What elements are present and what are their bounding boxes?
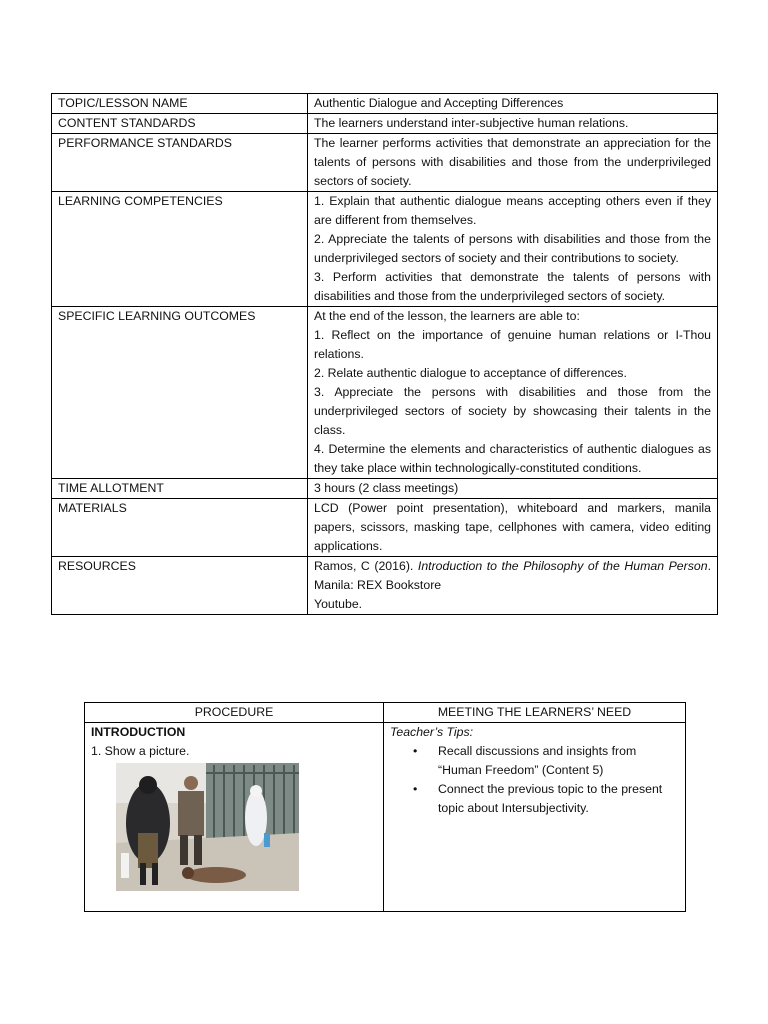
row-value-line: 1. Explain that authentic dialogue means accepting others even if they are different from themselves. bbox=[314, 194, 711, 227]
step-show-picture: 1. Show a picture. bbox=[91, 744, 190, 758]
table-row bbox=[52, 307, 718, 479]
table-row bbox=[52, 134, 718, 192]
list-item: • Recall discussions and insights from “Human Freedom” (Content 5) bbox=[438, 742, 679, 780]
row-value-line: 4. Determine the elements and characteristics of authentic dialogues as they take place within technologically-constituted conditions. bbox=[314, 442, 711, 475]
list-item: • Connect the previous topic to the present topic about Intersubjectivity. bbox=[438, 780, 679, 818]
procedure-header-row bbox=[85, 703, 686, 723]
citation-title: Introduction to the Philosophy of the Human Person bbox=[417, 559, 708, 573]
row-value-line: 2. Appreciate the talents of persons with disabilities and those from the underprivileged sectors of society and their contributions to society. bbox=[314, 232, 711, 265]
resources-extra: Youtube. bbox=[314, 597, 363, 611]
row-label: RESOURCES bbox=[52, 557, 308, 615]
row-label: TOPIC/LESSON NAME bbox=[52, 94, 308, 114]
row-value-line: The learner performs activities that demonstrate an appreciation for the talents of persons with disabilities and those from the underprivileged sectors of society. bbox=[314, 136, 711, 188]
learners-need-cell bbox=[384, 723, 686, 912]
procedure-row bbox=[85, 723, 686, 912]
row-label: PERFORMANCE STANDARDS bbox=[52, 134, 308, 192]
table-row bbox=[52, 499, 718, 557]
street-photo-image bbox=[116, 763, 299, 891]
row-label: MATERIALS bbox=[52, 499, 308, 557]
row-value-line: Authentic Dialogue and Accepting Differences bbox=[314, 96, 564, 110]
table-row-resources bbox=[52, 557, 718, 615]
row-value bbox=[308, 94, 718, 114]
header-procedure: PROCEDURE bbox=[85, 703, 384, 723]
table-row bbox=[52, 114, 718, 134]
row-value-line: The learners understand inter-subjective human relations. bbox=[314, 116, 629, 130]
row-value-line: 3 hours (2 class meetings) bbox=[314, 481, 459, 495]
procedure-table bbox=[84, 702, 686, 912]
citation-author: Ramos, C (2016). bbox=[314, 559, 418, 573]
row-value-line: 3. Appreciate the persons with disabilities and those from the underprivileged sectors of society by showcasing their talents in the class. bbox=[314, 385, 711, 437]
row-value-line: LCD (Power point presentation), whiteboard and markers, manila papers, scissors, masking tape, cellphones with camera, video editing applications. bbox=[314, 501, 711, 553]
row-label: SPECIFIC LEARNING OUTCOMES bbox=[52, 307, 308, 479]
citation-publisher: . Manila: REX Bookstore bbox=[314, 559, 711, 592]
row-label: LEARNING COMPETENCIES bbox=[52, 192, 308, 307]
procedure-cell bbox=[85, 723, 384, 912]
row-value-line: At the end of the lesson, the learners are able to: bbox=[314, 309, 580, 323]
header-learners-need: MEETING THE LEARNERS’ NEED bbox=[384, 703, 686, 723]
row-value bbox=[308, 192, 718, 307]
row-value bbox=[308, 499, 718, 557]
row-value bbox=[308, 479, 718, 499]
table-row bbox=[52, 94, 718, 114]
lesson-plan-table bbox=[51, 93, 718, 615]
row-value-line: 1. Reflect on the importance of genuine human relations or I-Thou relations. bbox=[314, 328, 711, 361]
row-value bbox=[308, 134, 718, 192]
row-value-line: 3. Perform activities that demonstrate the talents of persons with disabilities and those from the underprivileged sectors of society. bbox=[314, 270, 711, 303]
tips-list bbox=[390, 742, 679, 818]
row-value-resources bbox=[308, 557, 718, 615]
row-label: TIME ALLOTMENT bbox=[52, 479, 308, 499]
introduction-heading: INTRODUCTION bbox=[91, 725, 186, 739]
row-value bbox=[308, 307, 718, 479]
row-value-line: 2. Relate authentic dialogue to acceptance of differences. bbox=[314, 366, 627, 380]
row-value bbox=[308, 114, 718, 134]
teachers-tips-heading: Teacher’s Tips: bbox=[390, 725, 474, 739]
table-row bbox=[52, 479, 718, 499]
table-row bbox=[52, 192, 718, 307]
row-label: CONTENT STANDARDS bbox=[52, 114, 308, 134]
